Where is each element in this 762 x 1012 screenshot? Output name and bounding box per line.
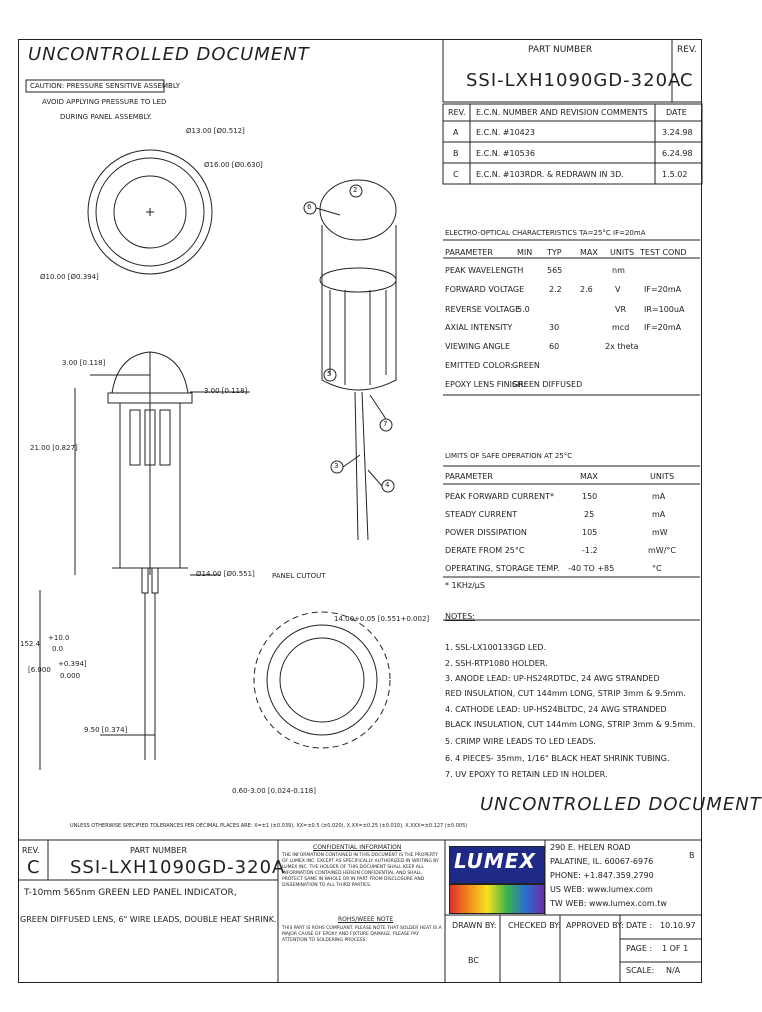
caution-line2: AVOID APPLYING PRESSURE TO LED — [42, 98, 167, 106]
panel-cutout-dim: 14.00+0.05 [0.551+0.002] — [334, 615, 430, 623]
limits-h-max: MAX — [580, 472, 598, 481]
rev-row-c: C — [453, 170, 459, 179]
date-label: DATE : — [626, 921, 653, 930]
dim-d6: 21.00 [0.827] — [30, 444, 78, 452]
note-5: 5. CRIMP WIRE LEADS TO LED LEADS. — [445, 737, 596, 746]
dim-d3: Ø10.00 [Ø0.394] — [40, 273, 99, 281]
rohs-title: ROHS/WEEE NOTE — [338, 916, 394, 923]
dim-d9-tol-up: +0.394] — [58, 660, 87, 668]
eo-r3-cond: IR=100uA — [644, 305, 685, 314]
part-number-label: PART NUMBER — [528, 45, 593, 55]
tb-rev-label: REV. — [22, 846, 40, 855]
rev-col-header: REV. — [448, 108, 466, 117]
eo-r2-max: 2.6 — [580, 285, 593, 294]
limits-r2-max: 25 — [584, 510, 595, 519]
limits-r5-units: °C — [652, 564, 662, 573]
address-5: TW WEB: www.lumex.com.tw — [550, 899, 667, 908]
limits-footnote: * 1KHz/μS — [445, 581, 485, 590]
eo-h-cond: TEST COND — [640, 248, 687, 257]
eo-r4-param: AXIAL INTENSITY — [445, 323, 513, 332]
notes-title: NOTES: — [445, 612, 475, 621]
comment-col-header: E.C.N. NUMBER AND REVISION COMMENTS — [476, 108, 648, 117]
limits-h-units: UNITS — [650, 472, 675, 481]
eo-r7-value: GREEN DIFFUSED — [512, 380, 583, 389]
limits-r1-max: 150 — [582, 492, 598, 501]
eo-r6-param: EMITTED COLOR: — [445, 361, 514, 370]
limits-r3-units: mW — [652, 528, 668, 537]
dim-d8-tol-dn: 0.0 — [52, 645, 64, 653]
limits-r4-units: mW/°C — [648, 546, 676, 555]
eo-r2-param: FORWARD VOLTAGE — [445, 285, 525, 294]
sheet-mark: B — [689, 851, 695, 860]
scale-label: SCALE: — [626, 966, 655, 975]
eo-h-units: UNITS — [610, 248, 635, 257]
note-3: 3. ANODE LEAD: UP-HS24RDTDC, 24 AWG STRANDED — [445, 674, 660, 683]
uncontrolled-watermark-bottom: UNCONTROLLED DOCUMENT — [480, 794, 762, 815]
dim-d10: 9.50 [0.374] — [84, 726, 128, 734]
address-3: PHONE: +1.847.359.2790 — [550, 871, 654, 880]
eo-r2-units: V — [615, 285, 621, 294]
note-4b: BLACK INSULATION, CUT 144mm LONG, STRIP 3mm & 9.5mm. — [445, 720, 696, 729]
limits-r5-max: -40 TO +85 — [568, 564, 615, 573]
limits-r1-units: mA — [652, 492, 666, 501]
callout-4: 4 — [385, 481, 390, 489]
note-1: 1. SSL-LX100133GD LED. — [445, 643, 547, 652]
note-6: 6. 4 PIECES- 35mm, 1/16" BLACK HEAT SHRINK TUBING. — [445, 754, 670, 763]
eo-r2-cond: IF=20mA — [644, 285, 682, 294]
dim-d9: [6.000 — [28, 666, 51, 674]
note-4: 4. CATHODE LEAD: UP-HS24BLTDC, 24 AWG STRANDED — [445, 705, 667, 714]
limits-r4-param: DERATE FROM 25°C — [445, 546, 525, 555]
limits-r1-param: PEAK FORWARD CURRENT* — [445, 492, 554, 501]
rev-row-b-date: 6.24.98 — [662, 149, 693, 158]
rev-row-a-date: 3.24.98 — [662, 128, 693, 137]
tb-rev-value: C — [27, 857, 41, 878]
rohs-text: THIS PART IS ROHS COMPLIANT. PLEASE NOTE THAT SOLDER HEAT IS A MAJOR CAUSE OF EPOXY AND FIXTURE DAMAGE. PLEASE PAY ATTENTION TO SOLDERING PROCESS. — [282, 926, 442, 943]
confidential-title: CONFIDENTIAL INFORMATION — [313, 844, 402, 851]
rev-row-c-comment: E.C.N. #103RDR. & REDRAWN IN 3D. — [476, 170, 624, 179]
dim-d5: 3.00 [0.118] — [204, 387, 248, 395]
tb-part-number: SSI-LXH1090GD-320A — [70, 857, 286, 878]
dim-d8-tol-up: +10.0 — [48, 634, 70, 642]
confidential-text: THE INFORMATION CONTAINED IN THIS DOCUMENT IS THE PROPERTY OF LUMEX INC. EXCEPT AS SPECIFICALLY AUTHORIZED IN WRITING BY LUMEX INC. THE HOLDER OF THIS DOCUMENT SHALL KEEP ALL INFORMATION CONTAINED HEREIN CONFIDENTIAL AND SHALL PROTECT SAME IN WHOLE OR IN PART FROM DISCLOSURE AND DISSEMINATION TO ALL THIRD PARTIES. — [282, 853, 439, 888]
eo-r3-param: REVERSE VOLTAGE — [445, 305, 521, 314]
checked-by-label: CHECKED BY: — [508, 921, 561, 930]
dim-d7: Ø14.00 [Ø0.551] — [196, 570, 255, 578]
date-col-header: DATE — [666, 108, 687, 117]
callout-3: 3 — [334, 462, 339, 470]
part-number: SSI-LXH1090GD-320A — [466, 70, 682, 91]
limits-r5-param: OPERATING, STORAGE TEMP. — [445, 564, 560, 573]
page-label: PAGE : — [626, 944, 653, 953]
eo-r4-typ: 30 — [549, 323, 560, 332]
dim-d8: 152.4 — [20, 640, 41, 648]
callout-6: 6 — [307, 203, 312, 211]
eo-r1-units: nm — [612, 266, 625, 275]
limits-r2-units: mA — [652, 510, 666, 519]
tolerance-line: UNLESS OTHERWISE SPECIFIED TOLERANCES PER DECIMAL PLACES ARE: X=±1 (±0.039), XX=±0.5 (±0.020), X.XX=±0.25 (±0.010), X.XXX=±0.127 (±0.005) — [70, 823, 468, 829]
eo-r4-units: mcd — [612, 323, 630, 332]
dim-d1: Ø13.00 [Ø0.512] — [186, 127, 245, 135]
dim-d11: 0.60-3.00 [0.024-0.118] — [232, 787, 316, 795]
rev-label: REV. — [677, 45, 697, 55]
caution-line1: CAUTION: PRESSURE SENSITIVE ASSEMBLY — [30, 82, 181, 90]
eo-h-min: MIN — [517, 248, 533, 257]
eo-r2-typ: 2.2 — [549, 285, 562, 294]
drawn-by-label: DRAWN BY: — [452, 921, 497, 930]
eo-r1-param: PEAK WAVELENGTH — [445, 266, 524, 275]
address-4: US WEB: www.lumex.com — [550, 885, 653, 894]
note-7: 7. UV EPOXY TO RETAIN LED IN HOLDER. — [445, 770, 608, 779]
limits-r3-param: POWER DISSIPATION — [445, 528, 527, 537]
dim-d4: 3.00 [0.118] — [62, 359, 106, 367]
dim-d2: Ø16.00 [Ø0.630] — [204, 161, 263, 169]
eo-r7-param: EPOXY LENS FINISH: — [445, 380, 526, 389]
rev-row-b-comment: E.C.N. #10536 — [476, 149, 535, 158]
tb-part-number-label: PART NUMBER — [130, 846, 188, 855]
address-2: PALATINE, IL. 60067-6976 — [550, 857, 654, 866]
eo-title: ELECTRO-OPTICAL CHARACTERISTICS TA=25°C IF=20mA — [445, 229, 646, 237]
logo-rainbow-graphic — [449, 884, 545, 914]
panel-cutout-label: PANEL CUTOUT — [272, 572, 326, 580]
page-value: 1 OF 1 — [662, 944, 689, 953]
rev-row-b: B — [453, 149, 459, 158]
eo-r1-typ: 565 — [547, 266, 563, 275]
note-3b: RED INSULATION, CUT 144mm LONG, STRIP 3mm & 9.5mm. — [445, 689, 686, 698]
eo-r4-cond: IF=20mA — [644, 323, 682, 332]
callout-5: 5 — [327, 370, 332, 378]
eo-h-typ: TYP — [547, 248, 562, 257]
dim-d9-tol-dn: 0.000 — [60, 672, 81, 680]
eo-r5-typ: 60 — [549, 342, 560, 351]
address-1: 290 E. HELEN ROAD — [550, 843, 631, 852]
eo-r3-min: 5.0 — [517, 305, 530, 314]
rev-row-a-comment: E.C.N. #10423 — [476, 128, 535, 137]
limits-r2-param: STEADY CURRENT — [445, 510, 518, 519]
logo-wordmark: LUMEX — [454, 849, 536, 873]
caution-line3: DURING PANEL ASSEMBLY. — [60, 113, 152, 121]
limits-title: LIMITS OF SAFE OPERATION AT 25°C — [445, 452, 573, 460]
eo-r6-value: GREEN — [512, 361, 540, 370]
drawn-by-value: BC — [468, 956, 479, 965]
scale-value: N/A — [666, 966, 681, 975]
note-2: 2. SSH-RTP1080 HOLDER. — [445, 659, 548, 668]
date-value: 10.10.97 — [660, 921, 696, 930]
limits-r3-max: 105 — [582, 528, 598, 537]
limits-h-param: PARAMETER — [445, 472, 493, 481]
rev-row-a: A — [453, 128, 459, 137]
uncontrolled-watermark-top: UNCONTROLLED DOCUMENT — [28, 44, 310, 65]
tb-desc-1: T-10mm 565nm GREEN LED PANEL INDICATOR, — [24, 888, 237, 898]
rev-value: C — [680, 70, 694, 91]
eo-h-param: PARAMETER — [445, 248, 493, 257]
eo-r5-units: 2x theta — [605, 342, 639, 351]
eo-r3-units: VR — [615, 305, 627, 314]
limits-r4-max: -1.2 — [582, 546, 598, 555]
eo-h-max: MAX — [580, 248, 598, 257]
rev-row-c-date: 1.5.02 — [662, 170, 688, 179]
eo-r5-param: VIEWING ANGLE — [445, 342, 511, 351]
callout-7: 7 — [383, 420, 388, 428]
approved-by-label: APPROVED BY: — [566, 921, 624, 930]
tb-desc-2: GREEN DIFFUSED LENS, 6" WIRE LEADS, DOUBLE HEAT SHRINK. — [20, 915, 277, 924]
callout-2: 2 — [353, 186, 358, 194]
lumex-logo — [449, 846, 545, 884]
